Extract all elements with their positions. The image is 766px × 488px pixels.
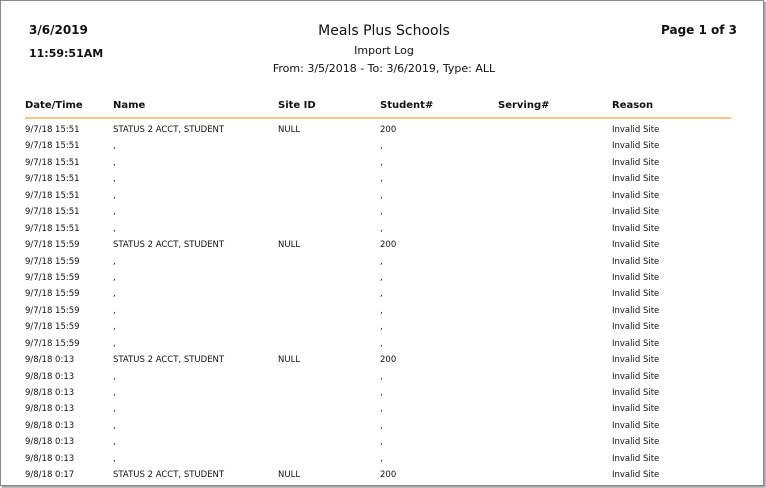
cell-name: , (113, 404, 116, 415)
cell-datetime: 9/8/18 0:13 (25, 420, 75, 431)
cell-name: STATUS 2 ACCT, STUDENT (113, 240, 225, 251)
cell-datetime: 9/8/18 0:17 (25, 470, 75, 481)
cell-reason: Invalid Site (612, 355, 660, 366)
cell-name: STATUS 2 ACCT, STUDENT (113, 355, 225, 366)
cell-name: , (113, 338, 116, 349)
cell-name: , (113, 190, 116, 201)
cell-reason: Invalid Site (612, 470, 660, 481)
cell-reason: Invalid Site (612, 141, 660, 152)
cell-name: , (113, 322, 116, 333)
cell-name: , (113, 371, 116, 382)
cell-datetime: 9/7/18 15:59 (25, 256, 80, 267)
cell-name: , (113, 272, 116, 283)
cell-datetime: 9/7/18 15:59 (25, 289, 80, 300)
cell-name: STATUS 2 ACCT, STUDENT (113, 125, 225, 135)
column-header-datetime: Date/Time (25, 100, 83, 111)
column-header-student: Student# (380, 100, 434, 111)
cell-site-id: NULL (278, 240, 301, 251)
report-date: 3/6/2019 (29, 23, 88, 37)
cell-datetime: 9/7/18 15:59 (25, 272, 80, 283)
cell-student: , (380, 338, 383, 349)
cell-datetime: 9/8/18 0:13 (25, 355, 75, 366)
cell-datetime: 9/7/18 15:51 (25, 174, 80, 185)
cell-datetime: 9/7/18 15:51 (25, 157, 80, 168)
report-header-center (1, 23, 764, 75)
cell-reason: Invalid Site (612, 207, 660, 218)
cell-student: , (380, 272, 383, 283)
cell-datetime: 9/8/18 0:13 (25, 437, 75, 448)
cell-datetime: 9/7/18 15:59 (25, 338, 80, 349)
cell-site-id: NULL (278, 470, 301, 481)
cell-student: , (380, 223, 383, 234)
cell-reason: Invalid Site (612, 305, 660, 316)
table-row (25, 337, 731, 353)
cell-datetime: 9/8/18 0:13 (25, 453, 75, 464)
table-row (25, 370, 731, 386)
cell-reason: Invalid Site (612, 256, 660, 267)
table-row (25, 419, 731, 435)
table-row (25, 287, 731, 303)
cell-name: , (113, 289, 116, 300)
cell-student: , (380, 453, 383, 464)
cell-datetime: 9/7/18 15:59 (25, 305, 80, 316)
cell-student: , (380, 256, 383, 267)
cell-name: , (113, 388, 116, 398)
cell-site-id: NULL (278, 125, 301, 135)
cell-datetime: 9/7/18 15:51 (25, 207, 80, 218)
table-row (25, 402, 731, 418)
cell-datetime: 9/7/18 15:59 (25, 322, 80, 333)
cell-name: , (113, 207, 116, 218)
cell-student: , (380, 174, 383, 185)
cell-reason: Invalid Site (612, 223, 660, 234)
cell-reason: Invalid Site (612, 437, 660, 448)
cell-name: , (113, 420, 116, 431)
table-row (25, 139, 731, 155)
page-indicator: Page 1 of 3 (661, 23, 737, 37)
cell-student: , (380, 305, 383, 316)
cell-name: STATUS 2 ACCT, STUDENT (113, 470, 225, 481)
cell-reason: Invalid Site (612, 272, 660, 283)
cell-name: , (113, 305, 116, 316)
table-row (25, 189, 731, 205)
table-row (25, 320, 731, 336)
cell-datetime: 9/8/18 0:13 (25, 388, 75, 398)
cell-student: , (380, 141, 383, 152)
cell-datetime: 9/7/18 15:51 (25, 223, 80, 234)
cell-reason: Invalid Site (612, 371, 660, 382)
cell-reason: Invalid Site (612, 125, 660, 135)
cell-student: , (380, 157, 383, 168)
cell-datetime: 9/7/18 15:51 (25, 190, 80, 201)
cell-student: 200 (380, 125, 397, 135)
cell-site-id: NULL (278, 355, 301, 366)
table-row (25, 452, 731, 468)
cell-name: , (113, 141, 116, 152)
table-row (25, 205, 731, 221)
cell-reason: Invalid Site (612, 190, 660, 201)
cell-name: , (113, 437, 116, 448)
cell-reason: Invalid Site (612, 388, 660, 398)
table-row (25, 172, 731, 188)
cell-datetime: 9/8/18 0:13 (25, 404, 75, 415)
table-row (25, 386, 731, 402)
report-date-range: From: 3/5/2018 - To: 3/6/2019, Type: ALL (272, 62, 496, 75)
cell-datetime: 9/7/18 15:59 (25, 240, 80, 251)
cell-name: , (113, 174, 116, 185)
column-header-reason: Reason (612, 100, 654, 111)
table-row (25, 222, 731, 238)
cell-student: , (380, 404, 383, 415)
cell-student: , (380, 437, 383, 448)
cell-name: , (113, 453, 116, 464)
table-row (25, 156, 731, 172)
cell-student: , (380, 420, 383, 431)
cell-reason: Invalid Site (612, 240, 660, 251)
table-row (25, 435, 731, 451)
cell-reason: Invalid Site (612, 420, 660, 431)
cell-student: , (380, 207, 383, 218)
report-title: Meals Plus Schools (318, 23, 450, 39)
cell-name: , (113, 157, 116, 168)
cell-student: , (380, 388, 383, 398)
cell-student: 200 (380, 355, 397, 366)
cell-reason: Invalid Site (612, 289, 660, 300)
cell-reason: Invalid Site (612, 404, 660, 415)
cell-student: , (380, 190, 383, 201)
table-body (25, 123, 731, 485)
cell-student: 200 (380, 240, 397, 251)
report-subtitle: Import Log (354, 44, 414, 57)
cell-datetime: 9/7/18 15:51 (25, 141, 80, 152)
table-row (25, 353, 731, 369)
column-header-site-id: Site ID (278, 100, 316, 111)
table-row (25, 238, 731, 254)
table-row (25, 271, 731, 287)
table-row (25, 468, 731, 484)
cell-reason: Invalid Site (612, 453, 660, 464)
cell-datetime: 9/8/18 0:13 (25, 371, 75, 382)
report-time: 11:59:51AM (29, 47, 104, 60)
cell-student: , (380, 289, 383, 300)
table-header (25, 99, 731, 119)
column-header-serving: Serving# (498, 100, 550, 111)
cell-name: , (113, 256, 116, 267)
cell-reason: Invalid Site (612, 338, 660, 349)
cell-reason: Invalid Site (612, 322, 660, 333)
cell-student: 200 (380, 470, 397, 481)
table-row (25, 255, 731, 271)
cell-datetime: 9/7/18 15:51 (25, 125, 80, 135)
cell-reason: Invalid Site (612, 157, 660, 168)
cell-student: , (380, 371, 383, 382)
cell-reason: Invalid Site (612, 174, 660, 185)
table-row (25, 123, 731, 139)
cell-name: , (113, 223, 116, 234)
table-row (25, 304, 731, 320)
column-header-name: Name (113, 100, 146, 111)
cell-student: , (380, 322, 383, 333)
